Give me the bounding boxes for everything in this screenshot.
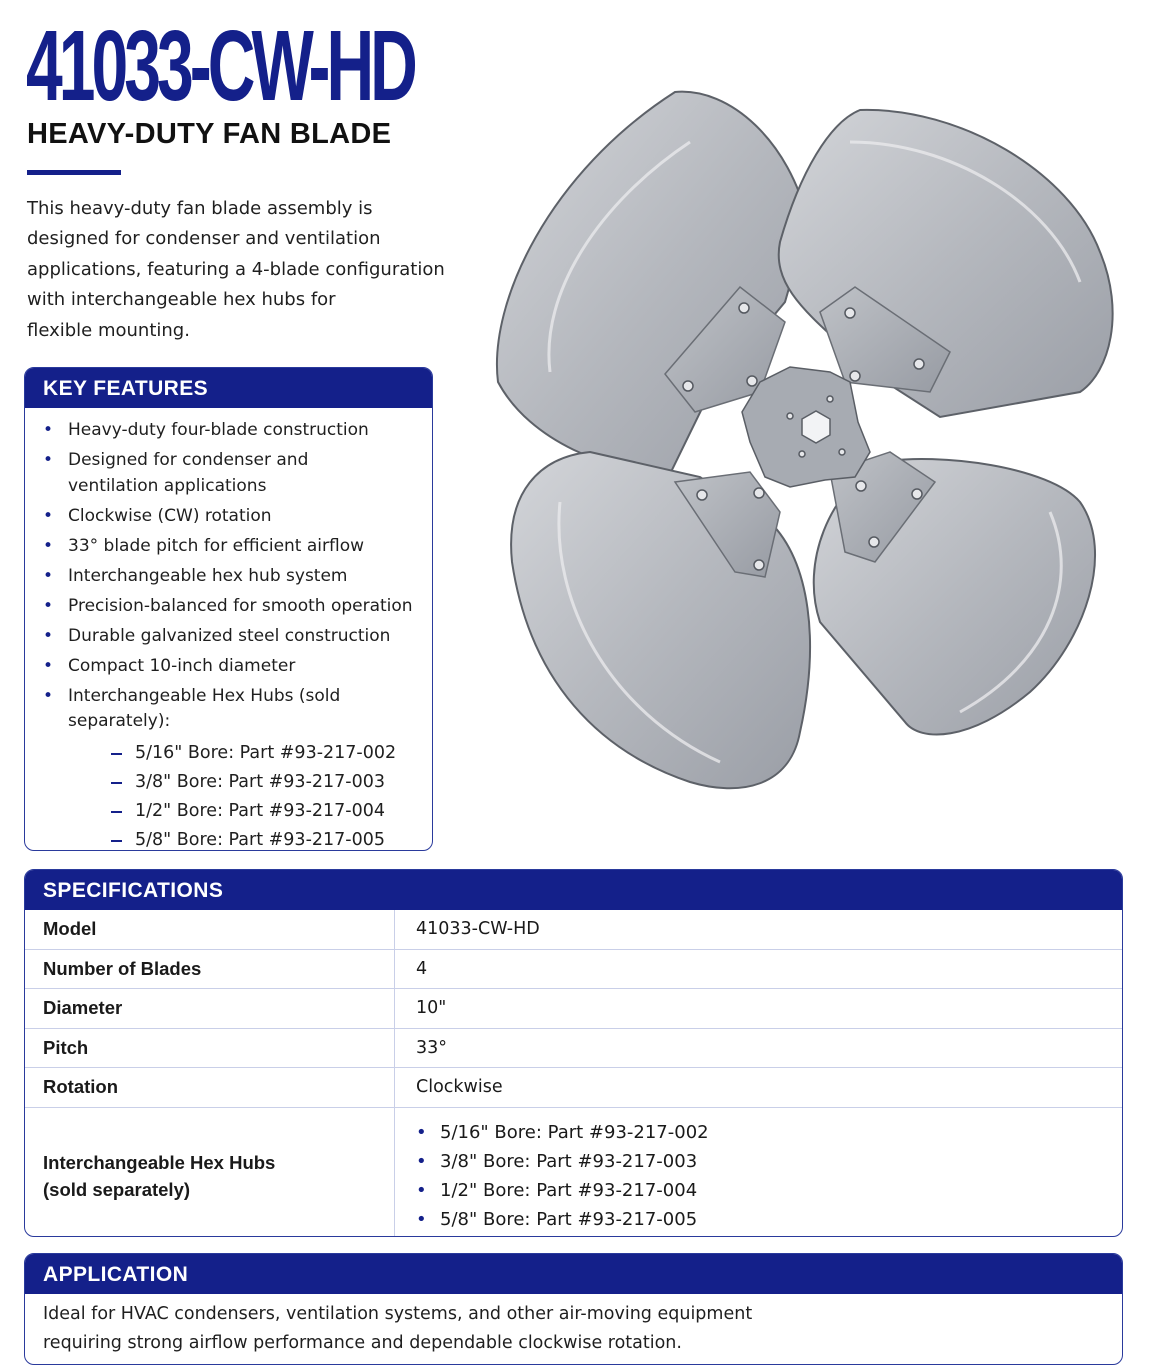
list-item: • 5/16" Bore: Part #93-217-002 — [416, 1118, 1121, 1147]
specifications-panel — [24, 869, 1123, 1237]
spec-value: 4 — [395, 949, 1123, 989]
table-row — [25, 1028, 1122, 1068]
feature-list — [25, 418, 432, 851]
spec-value: 41033-CW-HD — [395, 910, 1123, 949]
intro-line: with interchangeable hex hubs for — [27, 289, 336, 311]
table-row — [25, 949, 1122, 989]
intro-line: This heavy-duty fan blade assembly is — [27, 198, 373, 219]
spec-label: Rotation — [25, 1068, 395, 1108]
spec-value: Clockwise — [395, 1068, 1123, 1108]
spec-label: Number of Blades — [25, 949, 395, 989]
table-row — [25, 1107, 1122, 1237]
table-row — [25, 1068, 1122, 1108]
feature-item: • 33° blade pitch for efficient airflow — [25, 534, 432, 560]
feature-item-hubs: • Interchangeable Hex Hubs (sold separately): 5/16" Bore: Part #93-217-002 3/8" Bore: Part #93-217-003 1/2" Bore: Part #93-217-004 5/8" Bore: Part #93-217-005 — [25, 684, 432, 852]
hub-sublist — [68, 739, 432, 852]
feature-item: • Interchangeable hex hub system — [25, 564, 432, 590]
intro-line: applications, featuring a 4-blade configuration — [27, 258, 445, 280]
table-row — [25, 910, 1122, 949]
hub-spider — [742, 367, 870, 487]
key-features-panel — [24, 367, 433, 851]
table-row — [25, 989, 1122, 1029]
application-text: Ideal for HVAC condensers, ventilation systems, and other air-moving equipment requiring strong airflow performance and dependable clockwise rotation. — [43, 1304, 753, 1353]
spec-value — [395, 1107, 1123, 1237]
hub-subitem: 5/8" Bore: Part #93-217-005 — [68, 826, 432, 851]
feature-item: • Designed for condenser and ventilation applications — [25, 448, 432, 499]
application-panel — [24, 1253, 1123, 1365]
hub-subitem: 5/16" Bore: Part #93-217-002 — [68, 739, 432, 768]
application-heading: APPLICATION — [25, 1254, 1122, 1294]
feature-item: • Compact 10-inch diameter — [25, 654, 432, 680]
fan-blade-image — [490, 82, 1130, 802]
spec-hub-list — [416, 1118, 1121, 1234]
hex-bore — [802, 411, 830, 443]
intro-line: flexible mounting. — [27, 319, 190, 341]
hub-subitem: 1/2" Bore: Part #93-217-004 — [68, 797, 432, 826]
product-subtitle: HEAVY-DUTY FAN BLADE — [27, 118, 392, 150]
intro-line: designed for condenser and ventilation — [27, 228, 381, 250]
spec-value: 33° — [395, 1028, 1123, 1068]
list-item: • 1/2" Bore: Part #93-217-004 — [416, 1176, 1121, 1205]
specifications-table — [25, 910, 1122, 1237]
specifications-heading: SPECIFICATIONS — [25, 870, 1122, 910]
feature-item: • Durable galvanized steel construction — [25, 624, 432, 650]
key-features-heading: KEY FEATURES — [25, 368, 432, 408]
feature-item: • Clockwise (CW) rotation — [25, 504, 432, 530]
spec-label: Diameter — [25, 989, 395, 1029]
spec-label: Interchangeable Hex Hubs (sold separately) — [25, 1107, 395, 1237]
spec-value: 10" — [395, 989, 1123, 1029]
title-divider — [27, 170, 121, 175]
feature-item: • Heavy-duty four-blade construction — [25, 418, 432, 444]
blade-top-right — [779, 110, 1113, 417]
list-item: • 3/8" Bore: Part #93-217-003 — [416, 1147, 1121, 1176]
feature-item: • Precision-balanced for smooth operation — [25, 594, 432, 620]
list-item: • 5/8" Bore: Part #93-217-005 — [416, 1205, 1121, 1234]
model-title: 41033-CW-HD — [26, 10, 414, 122]
fan-blade-illustration — [490, 82, 1130, 802]
spec-label: Model — [25, 910, 395, 949]
spec-label: Pitch — [25, 1028, 395, 1068]
hub-subitem: 3/8" Bore: Part #93-217-003 — [68, 768, 432, 797]
intro-paragraph — [27, 194, 467, 346]
